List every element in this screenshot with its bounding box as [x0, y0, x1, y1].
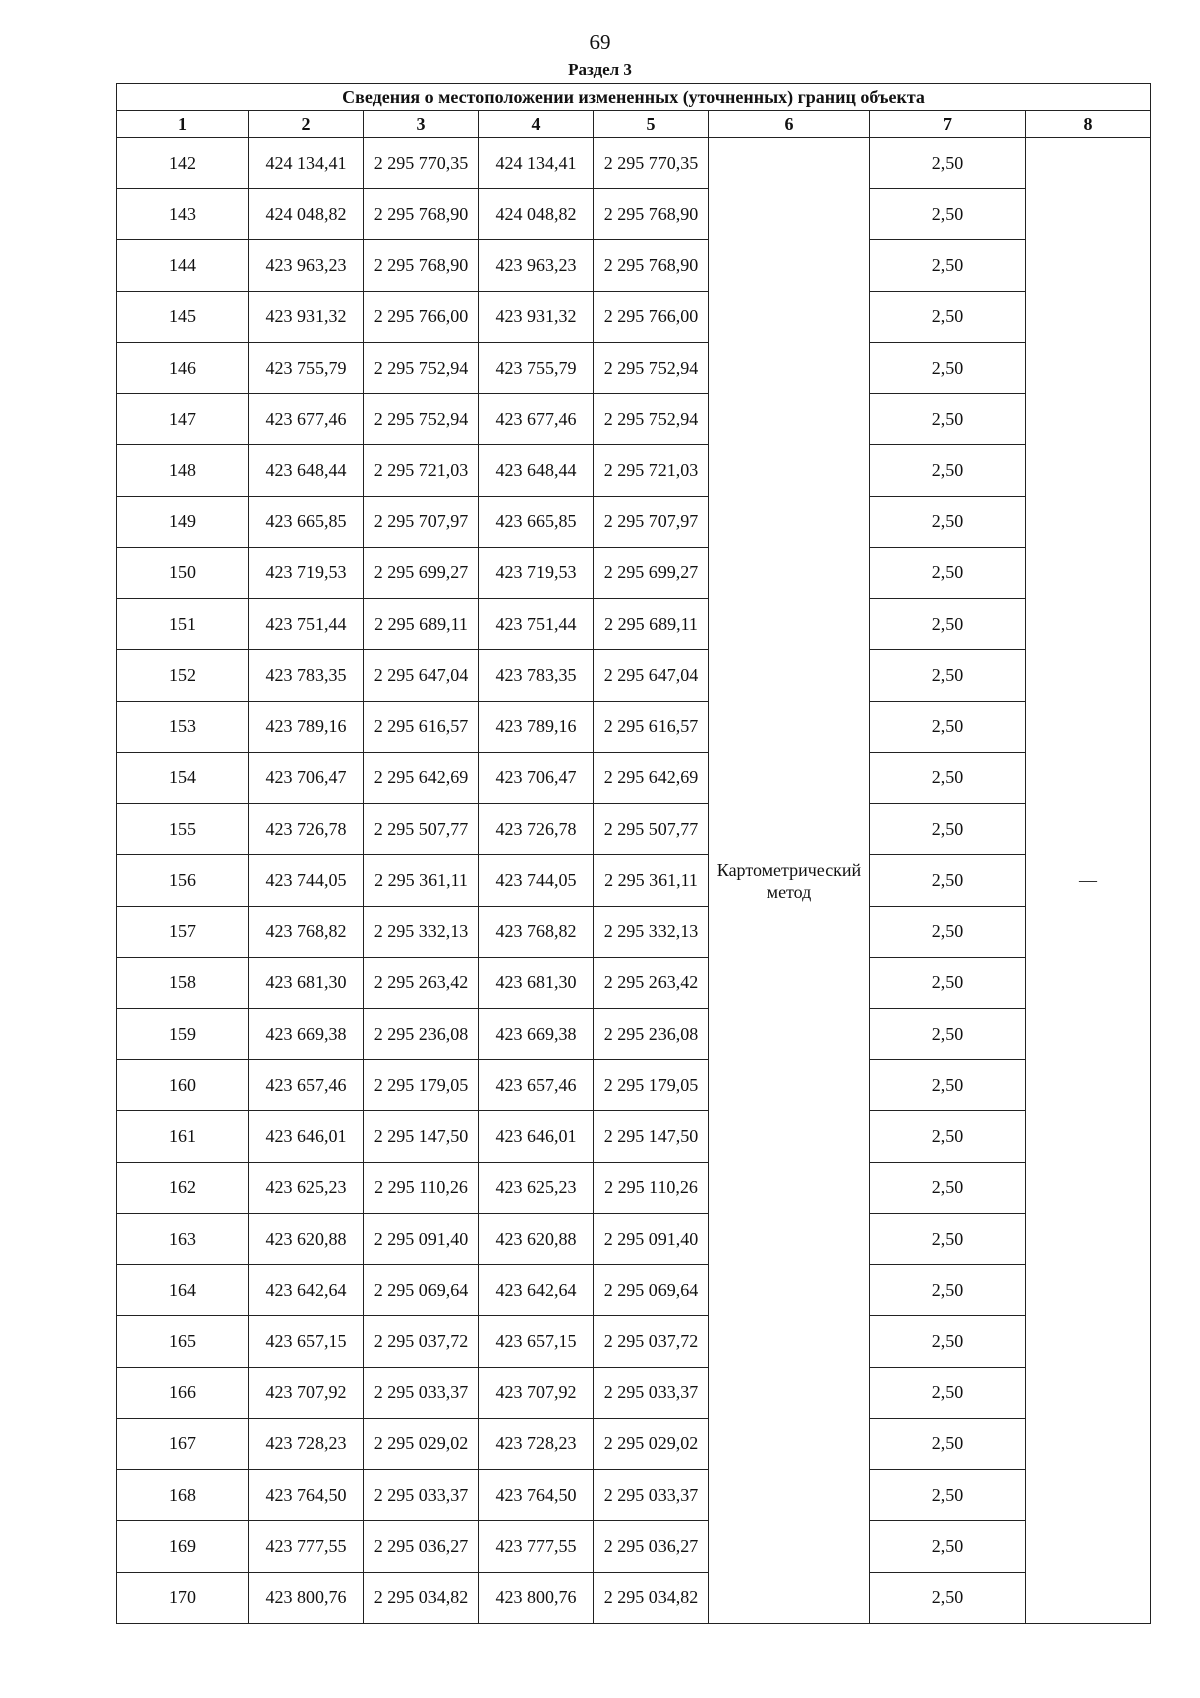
point-number: 147	[117, 394, 249, 445]
x-coordinate: 423 646,01	[249, 1111, 364, 1162]
table-row	[117, 752, 1151, 803]
y-coordinate-refined: 2 295 766,00	[594, 291, 709, 342]
y-coordinate: 2 295 642,69	[364, 752, 479, 803]
y-coordinate: 2 295 179,05	[364, 1060, 479, 1111]
point-number: 164	[117, 1265, 249, 1316]
point-number: 170	[117, 1572, 249, 1623]
x-coordinate: 423 665,85	[249, 496, 364, 547]
x-coordinate-refined: 424 048,82	[479, 189, 594, 240]
column-number: 3	[364, 111, 479, 138]
boundary-table	[116, 83, 1151, 1624]
x-coordinate-refined: 423 706,47	[479, 752, 594, 803]
point-number: 151	[117, 599, 249, 650]
column-number: 7	[870, 111, 1026, 138]
y-coordinate: 2 295 766,00	[364, 291, 479, 342]
y-coordinate-refined: 2 295 236,08	[594, 1008, 709, 1059]
accuracy: 2,50	[870, 1316, 1026, 1367]
table-row	[117, 445, 1151, 496]
accuracy: 2,50	[870, 752, 1026, 803]
accuracy: 2,50	[870, 1265, 1026, 1316]
accuracy: 2,50	[870, 1470, 1026, 1521]
y-coordinate-refined: 2 295 029,02	[594, 1418, 709, 1469]
y-coordinate-refined: 2 295 110,26	[594, 1162, 709, 1213]
point-number: 148	[117, 445, 249, 496]
point-number: 157	[117, 906, 249, 957]
x-coordinate: 423 755,79	[249, 342, 364, 393]
y-coordinate-refined: 2 295 616,57	[594, 701, 709, 752]
point-number: 150	[117, 547, 249, 598]
accuracy: 2,50	[870, 138, 1026, 189]
y-coordinate: 2 295 091,40	[364, 1213, 479, 1264]
accuracy: 2,50	[870, 1111, 1026, 1162]
y-coordinate: 2 295 037,72	[364, 1316, 479, 1367]
x-coordinate-refined: 423 648,44	[479, 445, 594, 496]
accuracy: 2,50	[870, 1213, 1026, 1264]
x-coordinate-refined: 423 657,46	[479, 1060, 594, 1111]
x-coordinate-refined: 423 669,38	[479, 1008, 594, 1059]
x-coordinate: 423 751,44	[249, 599, 364, 650]
table-row	[117, 1162, 1151, 1213]
x-coordinate: 423 625,23	[249, 1162, 364, 1213]
y-coordinate-refined: 2 295 037,72	[594, 1316, 709, 1367]
x-coordinate: 423 620,88	[249, 1213, 364, 1264]
accuracy: 2,50	[870, 240, 1026, 291]
y-coordinate-refined: 2 295 689,11	[594, 599, 709, 650]
table-caption: Сведения о местоположении измененных (уточненных) границ объекта	[117, 84, 1151, 111]
point-number: 161	[117, 1111, 249, 1162]
y-coordinate-refined: 2 295 507,77	[594, 804, 709, 855]
accuracy: 2,50	[870, 906, 1026, 957]
point-number: 153	[117, 701, 249, 752]
x-coordinate: 423 931,32	[249, 291, 364, 342]
x-coordinate: 423 728,23	[249, 1418, 364, 1469]
y-coordinate-refined: 2 295 699,27	[594, 547, 709, 598]
x-coordinate: 423 657,46	[249, 1060, 364, 1111]
y-coordinate: 2 295 507,77	[364, 804, 479, 855]
x-coordinate-refined: 423 681,30	[479, 957, 594, 1008]
y-coordinate: 2 295 069,64	[364, 1265, 479, 1316]
section-title: Раздел 3	[568, 60, 632, 79]
x-coordinate-refined: 423 719,53	[479, 547, 594, 598]
y-coordinate: 2 295 768,90	[364, 240, 479, 291]
y-coordinate-refined: 2 295 642,69	[594, 752, 709, 803]
y-coordinate-refined: 2 295 147,50	[594, 1111, 709, 1162]
x-coordinate-refined: 423 800,76	[479, 1572, 594, 1623]
table-row	[117, 1572, 1151, 1623]
y-coordinate: 2 295 110,26	[364, 1162, 479, 1213]
y-coordinate-refined: 2 295 179,05	[594, 1060, 709, 1111]
y-coordinate: 2 295 752,94	[364, 394, 479, 445]
y-coordinate-refined: 2 295 332,13	[594, 906, 709, 957]
y-coordinate: 2 295 036,27	[364, 1521, 479, 1572]
point-number: 152	[117, 650, 249, 701]
x-coordinate-refined: 423 931,32	[479, 291, 594, 342]
x-coordinate-refined: 423 783,35	[479, 650, 594, 701]
x-coordinate-refined: 423 707,92	[479, 1367, 594, 1418]
y-coordinate: 2 295 263,42	[364, 957, 479, 1008]
y-coordinate-refined: 2 295 770,35	[594, 138, 709, 189]
column-number: 6	[709, 111, 870, 138]
column-number: 4	[479, 111, 594, 138]
x-coordinate-refined: 423 751,44	[479, 599, 594, 650]
y-coordinate: 2 295 770,35	[364, 138, 479, 189]
point-number: 154	[117, 752, 249, 803]
y-coordinate-refined: 2 295 721,03	[594, 445, 709, 496]
x-coordinate: 423 648,44	[249, 445, 364, 496]
table-row	[117, 1265, 1151, 1316]
accuracy: 2,50	[870, 855, 1026, 906]
x-coordinate-refined: 423 789,16	[479, 701, 594, 752]
table-row	[117, 1418, 1151, 1469]
point-number: 146	[117, 342, 249, 393]
method-cell: Картометрический метод	[709, 138, 870, 1624]
x-coordinate: 423 642,64	[249, 1265, 364, 1316]
accuracy: 2,50	[870, 1521, 1026, 1572]
y-coordinate-refined: 2 295 768,90	[594, 189, 709, 240]
x-coordinate: 423 783,35	[249, 650, 364, 701]
x-coordinate: 424 134,41	[249, 138, 364, 189]
table-row	[117, 1213, 1151, 1264]
point-number: 165	[117, 1316, 249, 1367]
point-number: 168	[117, 1470, 249, 1521]
y-coordinate-refined: 2 295 752,94	[594, 342, 709, 393]
x-coordinate: 423 744,05	[249, 855, 364, 906]
y-coordinate: 2 295 332,13	[364, 906, 479, 957]
x-coordinate-refined: 423 665,85	[479, 496, 594, 547]
x-coordinate: 423 707,92	[249, 1367, 364, 1418]
table-row	[117, 547, 1151, 598]
table-row	[117, 240, 1151, 291]
accuracy: 2,50	[870, 1572, 1026, 1623]
point-number: 163	[117, 1213, 249, 1264]
x-coordinate: 423 719,53	[249, 547, 364, 598]
accuracy: 2,50	[870, 1418, 1026, 1469]
y-coordinate: 2 295 236,08	[364, 1008, 479, 1059]
y-coordinate: 2 295 699,27	[364, 547, 479, 598]
point-number: 159	[117, 1008, 249, 1059]
y-coordinate-refined: 2 295 361,11	[594, 855, 709, 906]
accuracy: 2,50	[870, 189, 1026, 240]
accuracy: 2,50	[870, 1008, 1026, 1059]
table-row	[117, 1470, 1151, 1521]
accuracy: 2,50	[870, 496, 1026, 547]
accuracy: 2,50	[870, 599, 1026, 650]
y-coordinate: 2 295 707,97	[364, 496, 479, 547]
y-coordinate: 2 295 361,11	[364, 855, 479, 906]
table-row	[117, 650, 1151, 701]
y-coordinate: 2 295 033,37	[364, 1367, 479, 1418]
accuracy: 2,50	[870, 804, 1026, 855]
table-row	[117, 1521, 1151, 1572]
x-coordinate: 423 669,38	[249, 1008, 364, 1059]
column-number: 1	[117, 111, 249, 138]
y-coordinate-refined: 2 295 036,27	[594, 1521, 709, 1572]
accuracy: 2,50	[870, 1162, 1026, 1213]
x-coordinate: 423 681,30	[249, 957, 364, 1008]
point-number: 142	[117, 138, 249, 189]
table-row	[117, 1111, 1151, 1162]
x-coordinate: 423 800,76	[249, 1572, 364, 1623]
y-coordinate-refined: 2 295 263,42	[594, 957, 709, 1008]
page-number: 69	[589, 30, 611, 54]
column-number: 8	[1026, 111, 1151, 138]
accuracy: 2,50	[870, 1060, 1026, 1111]
column-number: 5	[594, 111, 709, 138]
caption-row	[117, 84, 1151, 111]
point-number: 167	[117, 1418, 249, 1469]
x-coordinate-refined: 423 646,01	[479, 1111, 594, 1162]
table-row	[117, 701, 1151, 752]
point-number: 162	[117, 1162, 249, 1213]
x-coordinate: 423 777,55	[249, 1521, 364, 1572]
point-number: 143	[117, 189, 249, 240]
x-coordinate-refined: 423 625,23	[479, 1162, 594, 1213]
column-number-row	[117, 111, 1151, 138]
y-coordinate: 2 295 768,90	[364, 189, 479, 240]
accuracy: 2,50	[870, 650, 1026, 701]
point-number: 160	[117, 1060, 249, 1111]
accuracy: 2,50	[870, 547, 1026, 598]
table-row	[117, 855, 1151, 906]
table-row	[117, 804, 1151, 855]
y-coordinate-refined: 2 295 034,82	[594, 1572, 709, 1623]
accuracy: 2,50	[870, 291, 1026, 342]
table-row	[117, 599, 1151, 650]
y-coordinate-refined: 2 295 707,97	[594, 496, 709, 547]
y-coordinate: 2 295 647,04	[364, 650, 479, 701]
note-cell: —	[1026, 138, 1151, 1624]
table-row	[117, 906, 1151, 957]
y-coordinate: 2 295 616,57	[364, 701, 479, 752]
table-row	[117, 291, 1151, 342]
y-coordinate-refined: 2 295 768,90	[594, 240, 709, 291]
accuracy: 2,50	[870, 701, 1026, 752]
x-coordinate-refined: 423 963,23	[479, 240, 594, 291]
x-coordinate: 423 768,82	[249, 906, 364, 957]
x-coordinate: 423 706,47	[249, 752, 364, 803]
table-row	[117, 1316, 1151, 1367]
accuracy: 2,50	[870, 445, 1026, 496]
x-coordinate-refined: 423 620,88	[479, 1213, 594, 1264]
y-coordinate-refined: 2 295 033,37	[594, 1367, 709, 1418]
x-coordinate-refined: 423 768,82	[479, 906, 594, 957]
table-row	[117, 496, 1151, 547]
x-coordinate-refined: 423 657,15	[479, 1316, 594, 1367]
y-coordinate: 2 295 689,11	[364, 599, 479, 650]
point-number: 166	[117, 1367, 249, 1418]
x-coordinate-refined: 423 764,50	[479, 1470, 594, 1521]
y-coordinate: 2 295 033,37	[364, 1470, 479, 1521]
y-coordinate-refined: 2 295 033,37	[594, 1470, 709, 1521]
y-coordinate: 2 295 147,50	[364, 1111, 479, 1162]
accuracy: 2,50	[870, 1367, 1026, 1418]
table-row	[117, 1008, 1151, 1059]
table-row	[117, 1060, 1151, 1111]
y-coordinate: 2 295 721,03	[364, 445, 479, 496]
x-coordinate: 423 789,16	[249, 701, 364, 752]
x-coordinate: 423 726,78	[249, 804, 364, 855]
table-row	[117, 1367, 1151, 1418]
x-coordinate-refined: 423 642,64	[479, 1265, 594, 1316]
y-coordinate: 2 295 029,02	[364, 1418, 479, 1469]
table-row	[117, 138, 1151, 189]
x-coordinate: 424 048,82	[249, 189, 364, 240]
point-number: 145	[117, 291, 249, 342]
point-number: 149	[117, 496, 249, 547]
accuracy: 2,50	[870, 957, 1026, 1008]
table-row	[117, 189, 1151, 240]
x-coordinate: 423 677,46	[249, 394, 364, 445]
table-row	[117, 394, 1151, 445]
x-coordinate: 423 657,15	[249, 1316, 364, 1367]
x-coordinate: 423 764,50	[249, 1470, 364, 1521]
x-coordinate-refined: 423 728,23	[479, 1418, 594, 1469]
x-coordinate-refined: 423 677,46	[479, 394, 594, 445]
y-coordinate-refined: 2 295 069,64	[594, 1265, 709, 1316]
point-number: 158	[117, 957, 249, 1008]
point-number: 169	[117, 1521, 249, 1572]
point-number: 155	[117, 804, 249, 855]
y-coordinate-refined: 2 295 752,94	[594, 394, 709, 445]
x-coordinate-refined: 424 134,41	[479, 138, 594, 189]
x-coordinate-refined: 423 726,78	[479, 804, 594, 855]
point-number: 156	[117, 855, 249, 906]
y-coordinate-refined: 2 295 091,40	[594, 1213, 709, 1264]
x-coordinate-refined: 423 744,05	[479, 855, 594, 906]
table-row	[117, 342, 1151, 393]
accuracy: 2,50	[870, 342, 1026, 393]
y-coordinate: 2 295 034,82	[364, 1572, 479, 1623]
x-coordinate-refined: 423 777,55	[479, 1521, 594, 1572]
y-coordinate: 2 295 752,94	[364, 342, 479, 393]
x-coordinate: 423 963,23	[249, 240, 364, 291]
column-number: 2	[249, 111, 364, 138]
x-coordinate-refined: 423 755,79	[479, 342, 594, 393]
accuracy: 2,50	[870, 394, 1026, 445]
point-number: 144	[117, 240, 249, 291]
y-coordinate-refined: 2 295 647,04	[594, 650, 709, 701]
table-row	[117, 957, 1151, 1008]
